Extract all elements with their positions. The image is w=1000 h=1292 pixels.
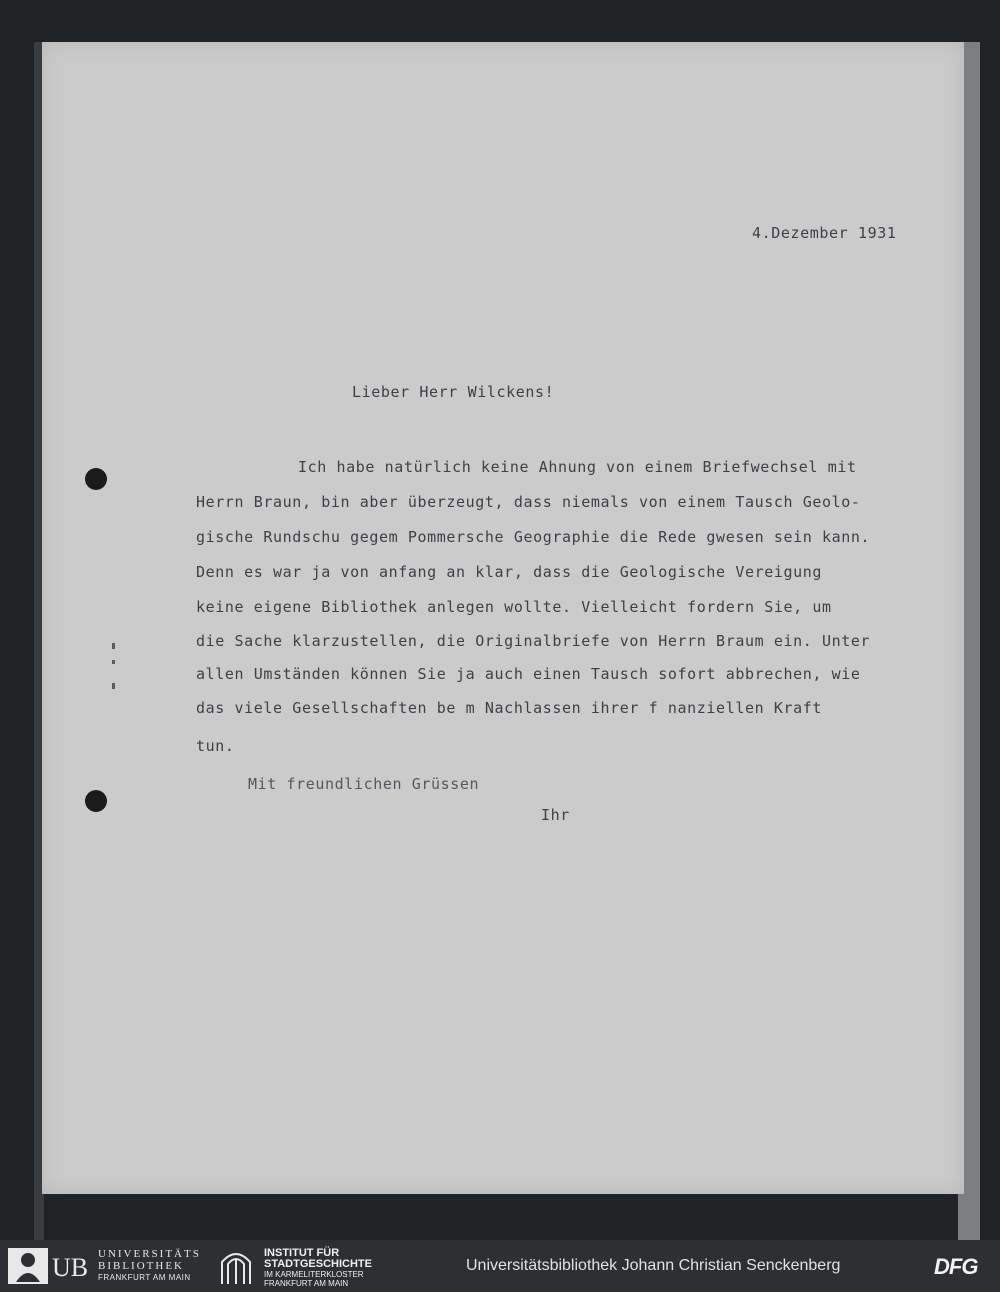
letter-body-line: Ich habe natürlich keine Ahnung von einem Briefwechsel mit [298, 458, 857, 476]
letter-body-line: die Sache klarzustellen, die Originalbriefe von Herrn Braum ein. Unter [196, 632, 871, 650]
letter-signature: Ihr [541, 806, 570, 824]
isg-name-line: STADTGESCHICHTE [264, 1258, 372, 1270]
ub-name-line: FRANKFURT AM MAIN [98, 1273, 191, 1282]
margin-mark [112, 643, 115, 649]
isg-name [264, 1248, 372, 1288]
library-name-link[interactable]: Universitätsbibliothek Johann Christian Senckenberg [466, 1257, 841, 1274]
letter-body-line: allen Umständen können Sie ja auch einen Tausch sofort abbrechen, wie [196, 665, 861, 683]
letter-body-line: gische Rundschu gegem Pommersche Geographie die Rede gwesen sein kann. [196, 528, 871, 546]
margin-mark [112, 683, 115, 689]
punch-hole-top [85, 468, 107, 490]
letter-body-line: Denn es war ja von anfang an klar, dass die Geologische Vereigung [196, 563, 822, 581]
letter-page [42, 42, 964, 1194]
letter-date: 4.Dezember 1931 [752, 224, 897, 242]
letter-salutation: Lieber Herr Wilckens! [352, 383, 555, 401]
ub-logo-letters: UB [52, 1253, 89, 1282]
ub-name-line: UNIVERSITÄTS [98, 1248, 201, 1260]
isg-name-line: IM KARMELITERKLOSTER [264, 1270, 364, 1279]
ub-logo-icon[interactable] [8, 1248, 94, 1284]
isg-logo-icon[interactable] [216, 1248, 256, 1284]
footer-bar [0, 1240, 1000, 1292]
margin-mark [112, 660, 115, 664]
dfg-logo-icon[interactable]: DFG [934, 1254, 978, 1279]
isg-name-line: FRANKFURT AM MAIN [264, 1279, 349, 1288]
letter-body-line: keine eigene Bibliothek anlegen wollte. Vielleicht fordern Sie, um [196, 598, 832, 616]
letter-body-line: tun. [196, 737, 235, 755]
isg-name-line: INSTITUT FÜR [264, 1247, 340, 1259]
ub-name-line: BIBLIOTHEK [98, 1260, 184, 1272]
punch-hole-bottom [85, 790, 107, 812]
letter-closing: Mit freundlichen Grüssen [248, 775, 480, 793]
letter-body-line: das viele Gesellschaften be m Nachlassen ihrer f nanziellen Kraft [196, 699, 822, 717]
ub-name [98, 1248, 201, 1284]
letter-body-line: Herrn Braun, bin aber überzeugt, dass niemals von einem Tausch Geolo- [196, 493, 861, 511]
